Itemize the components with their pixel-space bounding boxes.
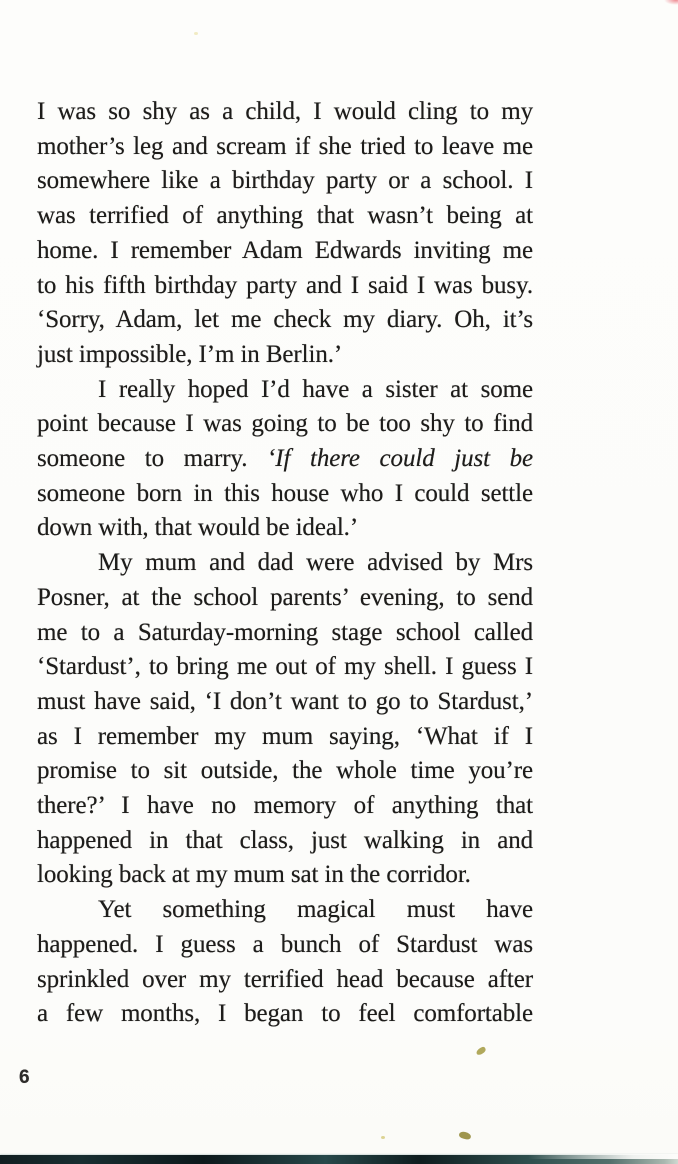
text-segment: was terrified of anything that wasn’t being at [37, 202, 533, 230]
text-line [37, 407, 533, 442]
text-segment: I was so shy as a child, I would cling to my [37, 98, 533, 125]
text-line [37, 616, 533, 651]
text-line [37, 858, 533, 893]
text-segment: ‘Stardust’, to bring me out of my shell. I guess I [37, 653, 533, 681]
text-segment: down with, that would be ideal.’ [37, 514, 359, 542]
scanner-edge-band [0, 1155, 678, 1164]
text-line [37, 928, 533, 963]
text-line [37, 269, 533, 304]
text-segment: Yet something magical must have [98, 896, 533, 924]
text-segment: promise to sit outside, the whole time you’re [37, 757, 533, 785]
text-segment: to his fifth birthday party and I said I was busy. [37, 271, 533, 299]
text-line [37, 893, 533, 928]
text-line [37, 95, 533, 130]
italic-text-segment: ‘If there could just be [267, 445, 533, 473]
text-segment: mother’s leg and scream if she tried to leave me [37, 132, 533, 160]
text-line [37, 754, 533, 789]
page-number: 6 [19, 1067, 30, 1088]
scan-artifact-red-corner [664, 0, 678, 5]
text-line [37, 373, 533, 408]
scan-artifact-speck [475, 1046, 487, 1056]
text-segment: ‘Sorry, Adam, let me check my diary. Oh, it’s [37, 306, 533, 334]
text-line [37, 234, 533, 269]
text-segment: home. I remember Adam Edwards inviting me [37, 236, 533, 264]
text-line [37, 477, 533, 512]
text-segment: there?’ I have no memory of anything that [37, 792, 533, 820]
scan-artifact-dot [194, 32, 198, 35]
text-line [37, 199, 533, 234]
text-segment: must have said, ‘I don’t want to go to Stardust,’ [37, 687, 533, 715]
text-line [37, 303, 533, 338]
scan-artifact-speck [458, 1131, 471, 1140]
text-segment: sprinkled over my terrified head because after [37, 965, 533, 993]
text-line [37, 511, 533, 546]
scan-artifact-dot [381, 1136, 385, 1139]
text-segment: happened in that class, just walking in and [37, 826, 533, 854]
text-segment: point because I was going to be too shy to find [37, 410, 533, 438]
text-line [37, 685, 533, 720]
text-line [37, 997, 533, 1032]
text-segment: me to a Saturday-morning stage school called [37, 618, 533, 646]
text-line [37, 720, 533, 755]
text-segment: someone to marry. [37, 445, 268, 473]
text-line [37, 581, 533, 616]
text-line [37, 338, 533, 373]
text-line [37, 963, 533, 998]
text-segment: a few months, I began to feel comfortable [37, 1000, 533, 1028]
text-line [37, 164, 533, 199]
text-line [37, 130, 533, 165]
text-line [37, 546, 533, 581]
text-segment: My mum and dad were advised by Mrs [98, 549, 533, 577]
text-segment: looking back at my mum sat in the corridor. [37, 861, 471, 889]
text-segment: happened. I guess a bunch of Stardust was [37, 930, 533, 958]
text-segment: I really hoped I’d have a sister at some [98, 375, 533, 403]
text-segment: somewhere like a birthday party or a school. I [37, 167, 533, 195]
text-line [37, 789, 533, 824]
text-segment: Posner, at the school parents’ evening, to send [37, 583, 533, 611]
text-segment: as I remember my mum saying, ‘What if I [37, 722, 533, 750]
page-text [37, 95, 533, 1032]
text-line [37, 650, 533, 685]
text-line [37, 442, 533, 477]
text-line [37, 824, 533, 859]
text-segment: someone born in this house who I could settle [37, 479, 533, 507]
text-segment: just impossible, I’m in Berlin.’ [37, 340, 343, 368]
